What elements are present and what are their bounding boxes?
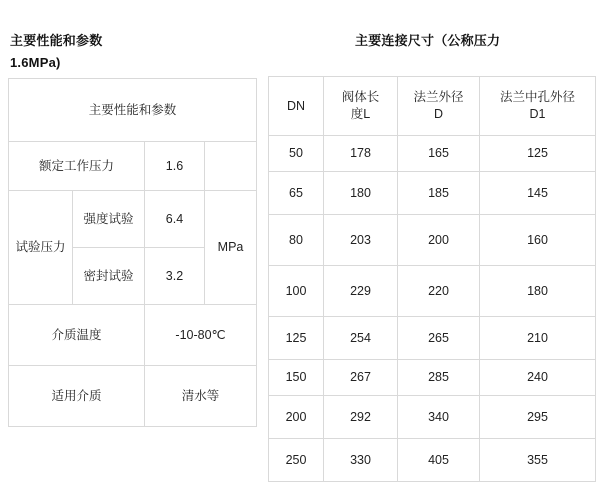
medium-temperature-value: -10-80℃ bbox=[145, 305, 257, 366]
cell-flange-center-od: 355 bbox=[480, 439, 596, 482]
cell-body-length: 292 bbox=[324, 396, 398, 439]
strength-test-value: 6.4 bbox=[145, 191, 205, 248]
left-table-heading: 主要性能和参数 bbox=[10, 33, 103, 48]
cell-body-length: 254 bbox=[324, 317, 398, 360]
cell-flange-od: 265 bbox=[398, 317, 480, 360]
column-header-body-length-line1: 阀体长 bbox=[341, 90, 380, 104]
rated-working-pressure-label: 额定工作压力 bbox=[9, 142, 145, 191]
table-row bbox=[269, 396, 596, 439]
table-row bbox=[269, 215, 596, 266]
table-header-row bbox=[269, 77, 596, 136]
connection-dimensions-table-wrap bbox=[268, 76, 596, 482]
test-pressure-unit: MPa bbox=[205, 191, 257, 305]
table-row bbox=[269, 136, 596, 172]
cell-flange-center-od: 295 bbox=[480, 396, 596, 439]
applicable-medium-label: 适用介质 bbox=[9, 366, 145, 427]
table-row bbox=[269, 172, 596, 215]
cell-body-length: 203 bbox=[324, 215, 398, 266]
performance-parameters-table bbox=[8, 78, 257, 427]
table-row bbox=[269, 317, 596, 360]
strength-test-label: 强度试验 bbox=[73, 191, 145, 248]
performance-parameters-table-wrap bbox=[8, 78, 257, 427]
cell-body-length: 180 bbox=[324, 172, 398, 215]
cell-dn: 250 bbox=[269, 439, 324, 482]
cell-dn: 100 bbox=[269, 266, 324, 317]
column-header-flange-center-od bbox=[480, 77, 596, 136]
table-row bbox=[9, 305, 257, 366]
cell-flange-od: 340 bbox=[398, 396, 480, 439]
column-header-flange-center-od-line1: 法兰中孔外径 bbox=[499, 90, 575, 104]
column-header-body-length bbox=[324, 77, 398, 136]
connection-dimensions-table bbox=[268, 76, 596, 482]
cell-flange-center-od: 145 bbox=[480, 172, 596, 215]
cell-body-length: 229 bbox=[324, 266, 398, 317]
table-row bbox=[9, 79, 257, 142]
cell-dn: 80 bbox=[269, 215, 324, 266]
rated-working-pressure-unit-spacer bbox=[205, 142, 257, 191]
test-pressure-label: 试验压力 bbox=[9, 191, 73, 305]
table-row bbox=[269, 439, 596, 482]
cell-body-length: 267 bbox=[324, 360, 398, 396]
seal-test-value: 3.2 bbox=[145, 248, 205, 305]
cell-flange-od: 185 bbox=[398, 172, 480, 215]
cell-body-length: 178 bbox=[324, 136, 398, 172]
cell-dn: 150 bbox=[269, 360, 324, 396]
cell-flange-od: 285 bbox=[398, 360, 480, 396]
cell-dn: 65 bbox=[269, 172, 324, 215]
rated-working-pressure-value: 1.6 bbox=[145, 142, 205, 191]
table-row bbox=[9, 142, 257, 191]
column-header-flange-od bbox=[398, 77, 480, 136]
applicable-medium-value: 清水等 bbox=[145, 366, 257, 427]
column-header-dn-line1: DN bbox=[286, 98, 306, 113]
cell-dn: 50 bbox=[269, 136, 324, 172]
cell-dn: 125 bbox=[269, 317, 324, 360]
seal-test-label: 密封试验 bbox=[73, 248, 145, 305]
cell-flange-center-od: 240 bbox=[480, 360, 596, 396]
table-row bbox=[269, 266, 596, 317]
table-row bbox=[9, 191, 257, 248]
cell-flange-od: 200 bbox=[398, 215, 480, 266]
right-table-heading: 主要连接尺寸（公称压力 bbox=[355, 33, 501, 48]
left-table-heading-line2: 1.6MPa) bbox=[10, 55, 61, 70]
cell-flange-od: 220 bbox=[398, 266, 480, 317]
cell-flange-center-od: 180 bbox=[480, 266, 596, 317]
column-header-body-length-line2: 度L bbox=[350, 107, 371, 121]
cell-flange-od: 165 bbox=[398, 136, 480, 172]
column-header-flange-od-line2: D bbox=[433, 107, 444, 121]
table-row bbox=[9, 366, 257, 427]
cell-body-length: 330 bbox=[324, 439, 398, 482]
table-row bbox=[269, 360, 596, 396]
cell-flange-od: 405 bbox=[398, 439, 480, 482]
cell-flange-center-od: 160 bbox=[480, 215, 596, 266]
column-header-flange-od-line1: 法兰外径 bbox=[413, 90, 464, 104]
medium-temperature-label: 介质温度 bbox=[9, 305, 145, 366]
column-header-dn bbox=[269, 77, 324, 136]
cell-dn: 200 bbox=[269, 396, 324, 439]
performance-table-title: 主要性能和参数 bbox=[9, 79, 257, 142]
cell-flange-center-od: 125 bbox=[480, 136, 596, 172]
column-header-flange-center-od-line2: D1 bbox=[529, 107, 546, 121]
cell-flange-center-od: 210 bbox=[480, 317, 596, 360]
